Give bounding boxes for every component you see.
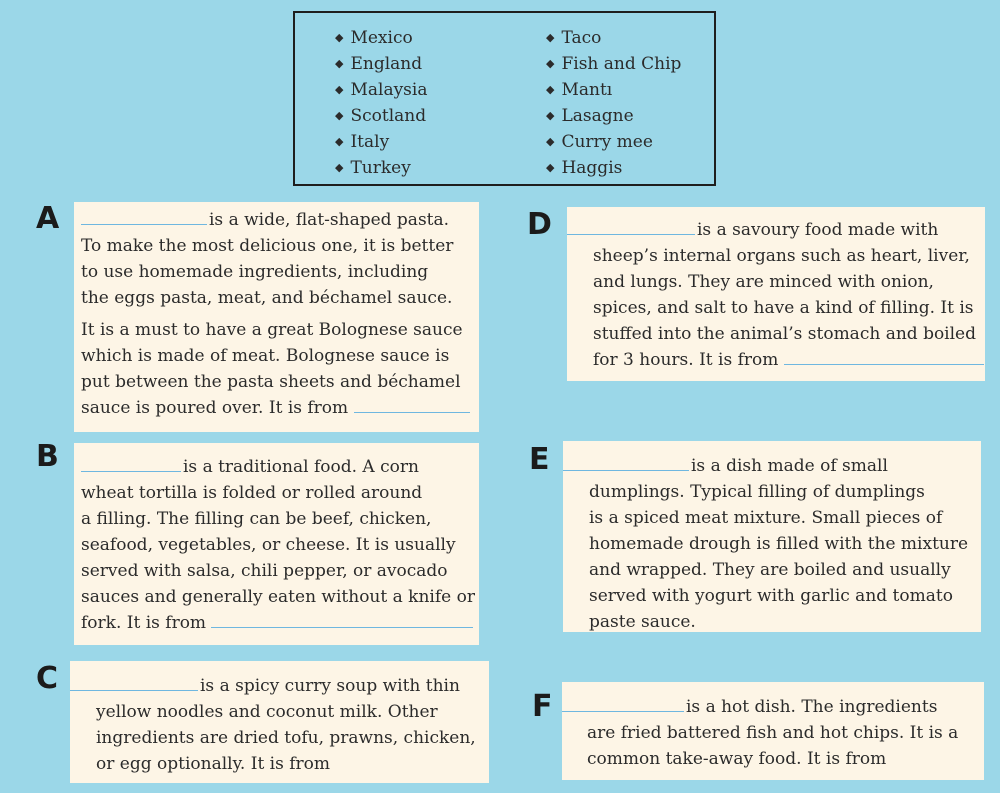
card-c <box>70 661 489 783</box>
list-item <box>546 103 681 129</box>
line-text: yellow noodles and coconut milk. Other <box>96 702 438 722</box>
card-letter-d: D <box>527 207 552 242</box>
line-text: It is a must to have a great Bolognese sauce <box>81 320 463 340</box>
line-text: or egg optionally. It is from <box>96 754 331 774</box>
text-line <box>81 480 479 506</box>
text-line <box>562 694 984 720</box>
text-line <box>96 751 489 777</box>
line-text: sauce is poured over. It is from <box>81 398 349 418</box>
line-text: fork. It is from <box>81 613 207 633</box>
text-line <box>81 506 479 532</box>
line-text: dumplings. Typical filling of dumplings <box>589 482 925 502</box>
list-item <box>335 103 427 129</box>
answer-blank-food[interactable] <box>563 453 689 471</box>
line-text: put between the pasta sheets and béchamel <box>81 372 461 392</box>
text-line <box>81 532 479 558</box>
text-line <box>81 610 479 636</box>
text-line <box>567 217 985 243</box>
diamond-bullet-icon: ◆ <box>546 161 555 174</box>
country-label: Italy <box>350 132 390 152</box>
answer-blank-food[interactable] <box>81 454 181 472</box>
text-line <box>81 558 479 584</box>
diamond-bullet-icon: ◆ <box>335 109 344 122</box>
text-line <box>593 321 985 347</box>
country-label: Turkey <box>350 158 411 178</box>
text-line <box>81 369 479 395</box>
line-text: is a hot dish. The ingredients <box>686 697 938 717</box>
food-label: Mantı <box>561 80 613 100</box>
diamond-bullet-icon: ◆ <box>335 135 344 148</box>
answer-blank-food[interactable] <box>81 207 207 225</box>
text-line <box>81 259 479 285</box>
line-text: stuffed into the animal’s stomach and boiled <box>593 324 976 344</box>
text-line <box>70 673 489 699</box>
food-label: Lasagne <box>561 106 634 126</box>
line-text: and wrapped. They are boiled and usually <box>589 560 951 580</box>
line-text: is a spicy curry soup with thin <box>200 676 460 696</box>
line-text: is a spiced meat mixture. Small pieces of <box>589 508 943 528</box>
card-letter-a: A <box>36 201 60 236</box>
food-label: Curry mee <box>561 132 653 152</box>
answer-blank-food[interactable] <box>562 694 684 712</box>
list-item <box>335 77 427 103</box>
diamond-bullet-icon: ◆ <box>335 161 344 174</box>
text-line <box>593 269 985 295</box>
text-line <box>593 295 985 321</box>
card-d <box>567 207 985 381</box>
list-item <box>546 77 681 103</box>
line-text: is a wide, flat-shaped pasta. <box>209 210 450 230</box>
food-label: Taco <box>561 28 602 48</box>
text-line <box>589 531 981 557</box>
text-line <box>593 243 985 269</box>
text-line <box>81 317 479 343</box>
country-label: Mexico <box>350 28 413 48</box>
answer-blank-country[interactable] <box>354 395 470 413</box>
line-text: sauces and generally eaten without a knife or <box>81 587 475 607</box>
text-line <box>81 584 479 610</box>
card-letter-f: F <box>532 689 553 724</box>
line-text: which is made of meat. Bolognese sauce is <box>81 346 450 366</box>
text-line <box>81 233 479 259</box>
line-text: sheep’s internal organs such as heart, liver, <box>593 246 970 266</box>
text-line <box>81 207 479 233</box>
card-letter-b: B <box>36 439 59 474</box>
text-line <box>81 343 479 369</box>
diamond-bullet-icon: ◆ <box>546 135 555 148</box>
text-line <box>593 347 985 373</box>
card-letter-e: E <box>529 442 550 477</box>
line-text: are fried battered fish and hot chips. It is a <box>587 723 959 743</box>
diamond-bullet-icon: ◆ <box>546 57 555 70</box>
line-text: served with yogurt with garlic and tomato <box>589 586 953 606</box>
answer-blank-country[interactable] <box>784 347 984 365</box>
list-item <box>546 129 681 155</box>
food-label: Haggis <box>561 158 623 178</box>
text-line <box>563 453 981 479</box>
diamond-bullet-icon: ◆ <box>335 83 344 96</box>
list-item <box>546 51 681 77</box>
line-text: common take-away food. It is from <box>587 749 887 769</box>
food-list <box>546 25 681 181</box>
country-label: Scotland <box>350 106 427 126</box>
line-text: spices, and salt to have a kind of filling. It is <box>593 298 974 318</box>
text-line <box>96 699 489 725</box>
line-text: is a savoury food made with <box>697 220 939 240</box>
line-text: and lungs. They are minced with onion, <box>593 272 934 292</box>
line-text: is a dish made of small <box>691 456 888 476</box>
text-line <box>589 557 981 583</box>
line-text: a filling. The filling can be beef, chicken, <box>81 509 432 529</box>
diamond-bullet-icon: ◆ <box>335 31 344 44</box>
text-line <box>81 454 479 480</box>
country-label: Malaysia <box>350 80 428 100</box>
line-text: is a traditional food. A corn <box>183 457 419 477</box>
diamond-bullet-icon: ◆ <box>546 83 555 96</box>
card-letter-c: C <box>36 661 59 696</box>
list-item <box>546 25 681 51</box>
diamond-bullet-icon: ◆ <box>546 31 555 44</box>
line-text: homemade drough is filled with the mixture <box>589 534 969 554</box>
list-item <box>335 25 427 51</box>
diamond-bullet-icon: ◆ <box>546 109 555 122</box>
line-text: paste sauce. <box>589 612 696 632</box>
food-label: Fish and Chip <box>561 54 682 74</box>
text-line <box>589 505 981 531</box>
text-line <box>589 609 981 635</box>
line-text: the eggs pasta, meat, and béchamel sauce. <box>81 288 453 308</box>
line-text: to use homemade ingredients, including <box>81 262 429 282</box>
line-text: ingredients are dried tofu, prawns, chicken, <box>96 728 476 748</box>
word-bank <box>293 11 716 186</box>
list-item <box>335 129 427 155</box>
list-item <box>335 51 427 77</box>
list-item <box>546 155 681 181</box>
answer-blank-food[interactable] <box>567 217 695 235</box>
text-line <box>96 725 489 751</box>
country-list <box>335 25 427 181</box>
answer-blank-food[interactable] <box>70 673 198 691</box>
diamond-bullet-icon: ◆ <box>335 57 344 70</box>
line-text: seafood, vegetables, or cheese. It is usually <box>81 535 456 555</box>
line-text: To make the most delicious one, it is better <box>81 236 454 256</box>
line-text: served with salsa, chili pepper, or avocado <box>81 561 448 581</box>
text-line <box>587 720 984 746</box>
country-label: England <box>350 54 423 74</box>
card-f <box>562 682 984 780</box>
line-text: for 3 hours. It is from <box>593 350 779 370</box>
card-e <box>563 441 981 632</box>
text-line <box>589 479 981 505</box>
list-item <box>335 155 427 181</box>
card-b <box>74 443 479 645</box>
card-a <box>74 202 479 432</box>
text-line <box>81 285 479 311</box>
text-line <box>81 395 479 421</box>
answer-blank-country[interactable] <box>211 610 473 628</box>
line-text: wheat tortilla is folded or rolled around <box>81 483 423 503</box>
text-line <box>587 746 984 772</box>
text-line <box>589 583 981 609</box>
